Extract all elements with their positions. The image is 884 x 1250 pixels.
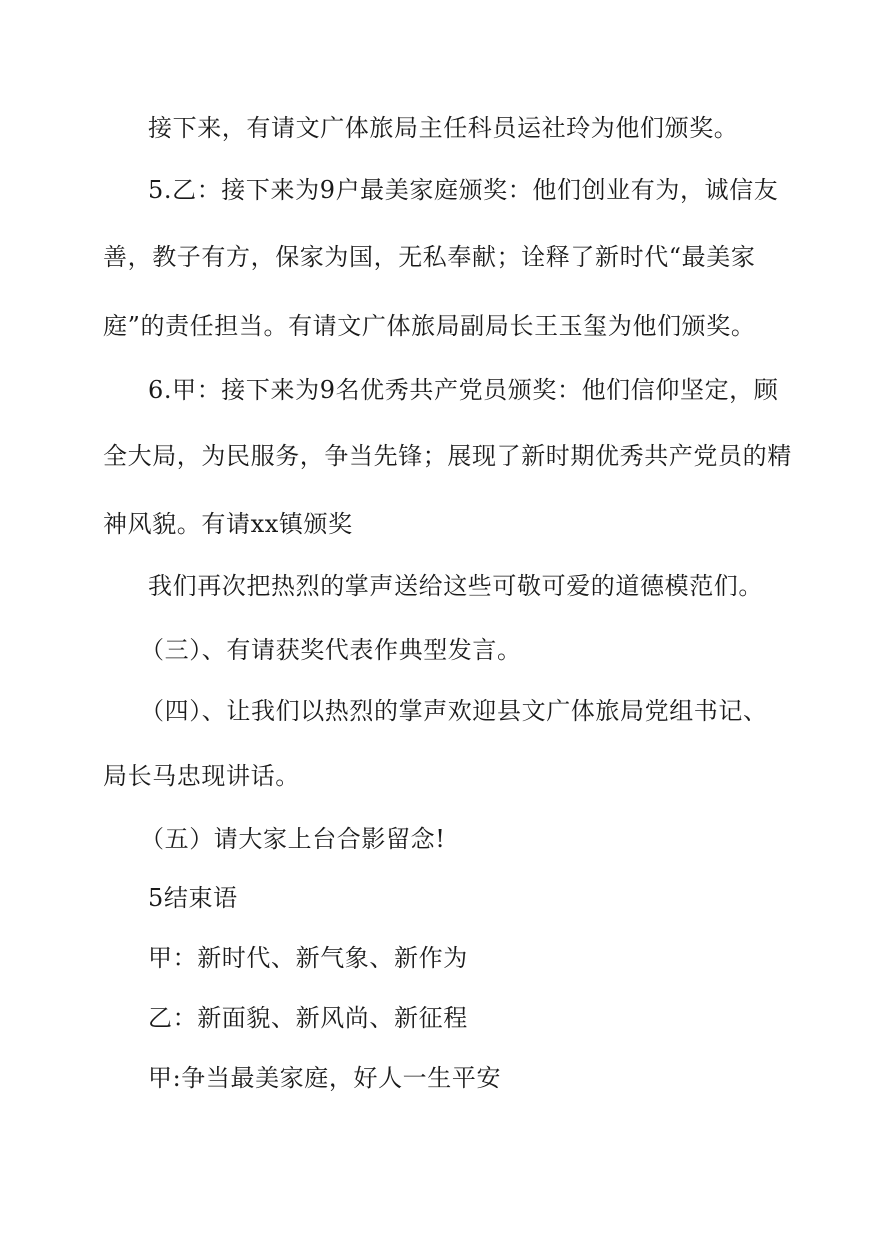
paragraph-line: 乙：新面貌、新风尚、新征程 (148, 1004, 468, 1032)
paragraph-line: 善，教子有方，保家为国，无私奉献；诠释了新时代“最美家 (103, 243, 756, 271)
paragraph-line: 甲:争当最美家庭，好人一生平安 (148, 1064, 502, 1092)
paragraph-line: 6.甲：接下来为9名优秀共产党员颁奖：他们信仰坚定，顾 (148, 376, 779, 404)
paragraph-line: 全大局，为民服务，争当先锋；展现了新时期优秀共产党员的精 (103, 442, 792, 470)
paragraph-line: 神风貌。有请xx镇颁奖 (103, 510, 353, 538)
section-heading: （五）请大家上台合影留念! (140, 825, 446, 853)
paragraph-line: 5.乙：接下来为9户最美家庭颁奖：他们创业有为，诚信友 (148, 176, 779, 204)
paragraph-line: 接下来，有请文广体旅局主任科员运社玲为他们颁奖。 (148, 114, 739, 142)
paragraph-line: 局长马忠现讲话。 (103, 762, 300, 790)
section-heading: （四）、让我们以热烈的掌声欢迎县文广体旅局党组书记、 (140, 697, 768, 725)
paragraph-line: 庭”的责任担当。有请文广体旅局副局长王玉玺为他们颁奖。 (103, 312, 756, 340)
paragraph-line: 我们再次把热烈的掌声送给这些可敬可爱的道德模范们。 (148, 572, 763, 600)
section-heading: 5结束语 (148, 884, 238, 912)
section-heading: （三）、有请获奖代表作典型发言。 (140, 636, 522, 664)
paragraph-line: 甲：新时代、新气象、新作为 (148, 944, 468, 972)
